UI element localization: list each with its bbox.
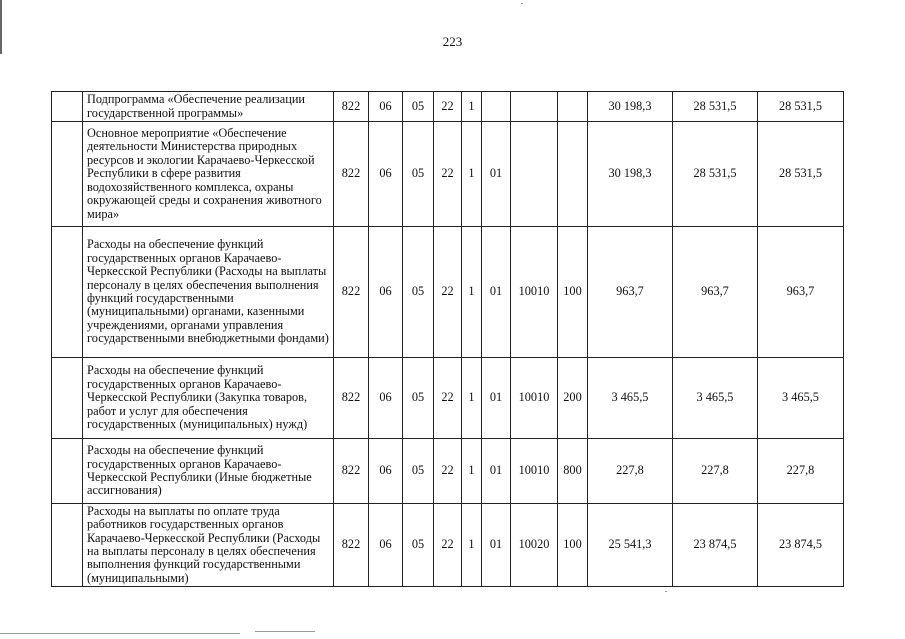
- scan-speck: [521, 3, 523, 4]
- program-code-cell: 22: [434, 122, 462, 227]
- section-code-cell: 06: [369, 358, 403, 439]
- ministry-code-cell: 822: [334, 504, 369, 587]
- event-code-cell: [482, 92, 511, 122]
- scan-artifact-line: [0, 633, 240, 634]
- empty-index-cell: [52, 358, 83, 439]
- empty-index-cell: [52, 439, 83, 504]
- expense-type-cell: 200: [558, 358, 588, 439]
- ministry-code-cell: 822: [334, 122, 369, 227]
- row-name-cell: Расходы на выплаты по оплате труда работников государственных органов Карачаево-Черкесской Республики (Расходы на выплаты персоналу в целях обеспечения выполнения функций государственными (муниципальными): [83, 504, 334, 587]
- amount-year3-cell: 227,8: [758, 439, 844, 504]
- expense-type-cell: 100: [558, 504, 588, 587]
- direction-code-cell: [511, 92, 558, 122]
- ministry-code-cell: 822: [334, 358, 369, 439]
- amount-year2-cell: 3 465,5: [673, 358, 758, 439]
- scan-speck: [665, 591, 667, 592]
- expense-type-cell: [558, 92, 588, 122]
- ministry-code-cell: 822: [334, 439, 369, 504]
- event-code-cell: 01: [482, 122, 511, 227]
- row-name-cell: Расходы на обеспечение функций государственных органов Карачаево-Черкесской Республики (Иные бюджетные ассигнования): [83, 439, 334, 504]
- table-row: [52, 227, 844, 358]
- empty-index-cell: [52, 504, 83, 587]
- program-code-cell: 22: [434, 358, 462, 439]
- ministry-code-cell: 822: [334, 92, 369, 122]
- direction-code-cell: [511, 122, 558, 227]
- subprogram-code-cell: 1: [462, 227, 482, 358]
- scan-artifact-line: [255, 631, 315, 632]
- subsection-code-cell: 05: [403, 358, 434, 439]
- expense-type-cell: [558, 122, 588, 227]
- amount-year2-cell: 28 531,5: [673, 122, 758, 227]
- section-code-cell: 06: [369, 92, 403, 122]
- budget-table: [51, 91, 844, 587]
- amount-year2-cell: 28 531,5: [673, 92, 758, 122]
- amount-year2-cell: 227,8: [673, 439, 758, 504]
- amount-year3-cell: 3 465,5: [758, 358, 844, 439]
- amount-year2-cell: 963,7: [673, 227, 758, 358]
- direction-code-cell: 10010: [511, 358, 558, 439]
- amount-year1-cell: 30 198,3: [588, 122, 673, 227]
- ministry-code-cell: 822: [334, 227, 369, 358]
- program-code-cell: 22: [434, 92, 462, 122]
- event-code-cell: 01: [482, 358, 511, 439]
- row-name-cell: Основное мероприятие «Обеспечение деятельности Министерства природных ресурсов и экологии Карачаево-Черкесской Республики в сфере развития водохозяйственного комплекса, охраны окружающей среды и сохранения животного мира»: [83, 122, 334, 227]
- amount-year1-cell: 3 465,5: [588, 358, 673, 439]
- amount-year1-cell: 227,8: [588, 439, 673, 504]
- amount-year3-cell: 23 874,5: [758, 504, 844, 587]
- empty-index-cell: [52, 92, 83, 122]
- empty-index-cell: [52, 227, 83, 358]
- subsection-code-cell: 05: [403, 439, 434, 504]
- subprogram-code-cell: 1: [462, 504, 482, 587]
- table-row: [52, 439, 844, 504]
- subsection-code-cell: 05: [403, 504, 434, 587]
- expense-type-cell: 800: [558, 439, 588, 504]
- table-row: [52, 504, 844, 587]
- section-code-cell: 06: [369, 439, 403, 504]
- amount-year3-cell: 963,7: [758, 227, 844, 358]
- section-code-cell: 06: [369, 504, 403, 587]
- subsection-code-cell: 05: [403, 227, 434, 358]
- subsection-code-cell: 05: [403, 92, 434, 122]
- amount-year2-cell: 23 874,5: [673, 504, 758, 587]
- row-name-cell: Расходы на обеспечение функций государственных органов Карачаево-Черкесской Республики (Закупка товаров, работ и услуг для обеспечения государственных (муниципальных) нужд): [83, 358, 334, 439]
- amount-year1-cell: 25 541,3: [588, 504, 673, 587]
- table-row: [52, 92, 844, 122]
- section-code-cell: 06: [369, 122, 403, 227]
- amount-year3-cell: 28 531,5: [758, 92, 844, 122]
- empty-index-cell: [52, 122, 83, 227]
- program-code-cell: 22: [434, 439, 462, 504]
- subprogram-code-cell: 1: [462, 92, 482, 122]
- event-code-cell: 01: [482, 227, 511, 358]
- amount-year3-cell: 28 531,5: [758, 122, 844, 227]
- expense-type-cell: 100: [558, 227, 588, 358]
- amount-year1-cell: 963,7: [588, 227, 673, 358]
- section-code-cell: 06: [369, 227, 403, 358]
- subsection-code-cell: 05: [403, 122, 434, 227]
- page-number: 223: [442, 34, 463, 49]
- direction-code-cell: 10010: [511, 439, 558, 504]
- table-row: [52, 122, 844, 227]
- row-name-cell: Подпрограмма «Обеспечение реализации государственной программы»: [83, 92, 334, 122]
- row-name-cell: Расходы на обеспечение функций государственных органов Карачаево-Черкесской Республики (Расходы на выплаты персоналу в целях обеспечения выполнения функций государственными (муниципальными) органами, казенными учреждениями, органами управления государственными внебюджетными фондами): [83, 227, 334, 358]
- direction-code-cell: 10020: [511, 504, 558, 587]
- amount-year1-cell: 30 198,3: [588, 92, 673, 122]
- table-row: [52, 358, 844, 439]
- event-code-cell: 01: [482, 439, 511, 504]
- program-code-cell: 22: [434, 504, 462, 587]
- subprogram-code-cell: 1: [462, 358, 482, 439]
- program-code-cell: 22: [434, 227, 462, 358]
- subprogram-code-cell: 1: [462, 122, 482, 227]
- event-code-cell: 01: [482, 504, 511, 587]
- direction-code-cell: 10010: [511, 227, 558, 358]
- subprogram-code-cell: 1: [462, 439, 482, 504]
